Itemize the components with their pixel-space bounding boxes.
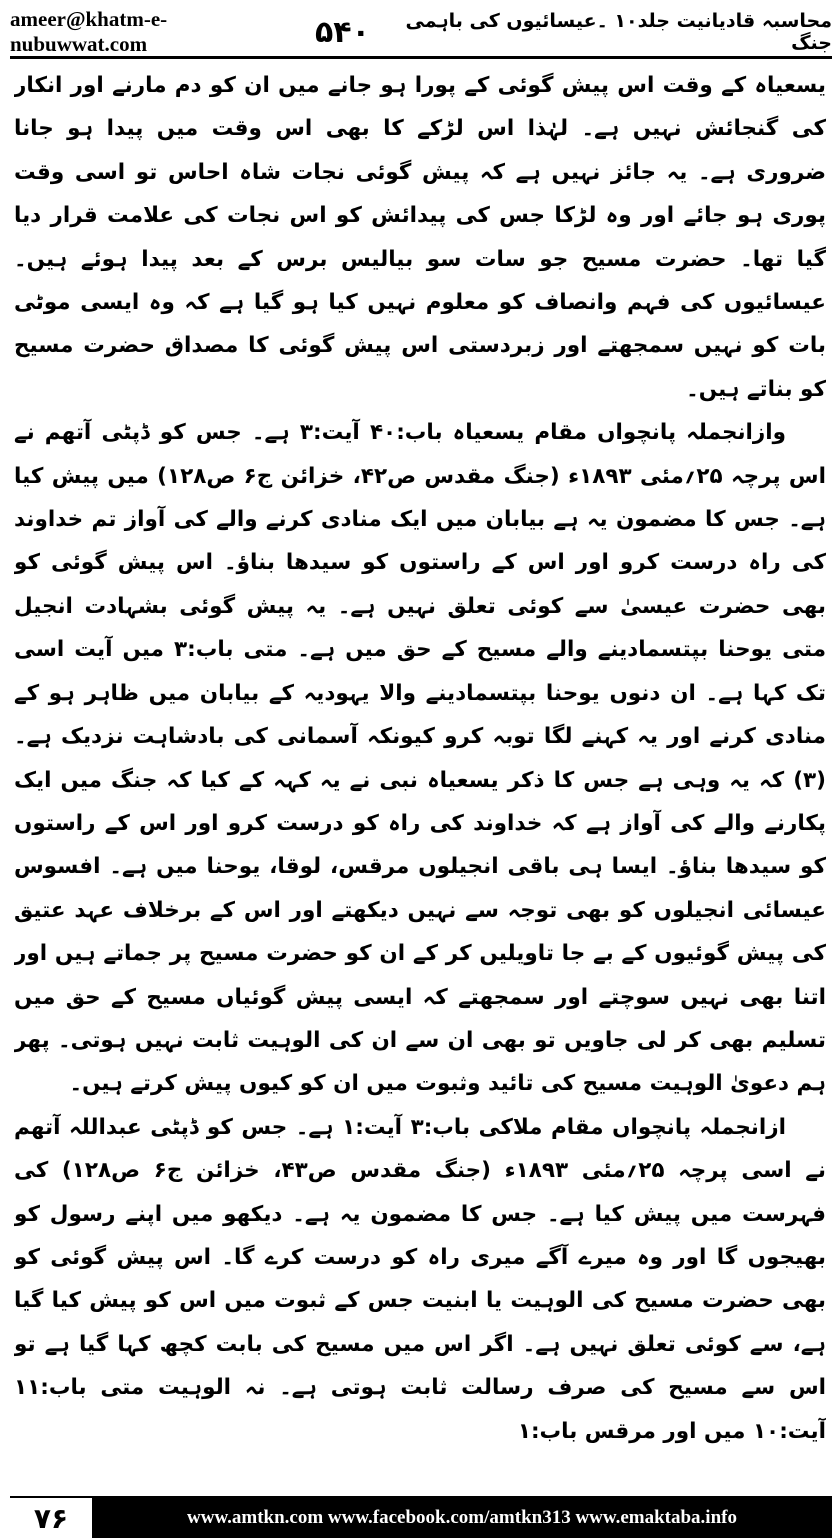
header-page-number: ۵۴۰ — [314, 14, 370, 50]
footer-links[interactable]: www.amtkn.com www.facebook.com/amtkn313 www.emaktaba.info — [92, 1498, 832, 1538]
page-header — [10, 8, 832, 59]
paragraph-3: ازانجملہ پانچواں مقام ملاکی باب:۳ آیت:۱ ہے۔ جس کو ڈپٹی عبداللہ آتھم نے اسی پرچہ ۲۵؍مئی ۱۸۹۳ء (جنگ مقدس ص۴۳، خزائن ج۶ ص۱۲۸) کی فہرست میں پیش کیا ہے۔ جس کا مضمون یہ ہے۔ دیکھو میں اپنے رسول کو بھیجوں گا اور وہ میرے آگے میری راہ کو درست کرے گا۔ اس پیش گوئی کو بھی حضرت مسیح کی الوہیت یا ابنیت جس کے ثبوت میں اس کو پیش کیا گیا ہے، سے کوئی تعلق نہیں ہے۔ اگر اس میں مسیح کی بابت کچھ کہا گیا ہے تو اس سے مسیح کی صرف رسالت ثابت ہوتی ہے۔ نہ الوہیت متی باب:۱۱ آیت:۱۰ میں اور مرقس باب:۱ — [14, 1114, 826, 1444]
footer-folio: ۷۶ — [33, 1501, 69, 1535]
page-body — [14, 64, 826, 1484]
header-email[interactable]: ameer@khatm-e-nubuwwat.com — [10, 7, 168, 56]
header-title: محاسبہ قادیانیت جلد۱۰ ۔عیسائیوں کی باہمی جنگ — [405, 10, 832, 54]
paragraph-1: یسعیاہ کے وقت اس پیش گوئی کے پورا ہو جانے میں ان کو دم مارنے اور انکار کی گنجائش نہیں ہے۔ لہٰذا اس لڑکے کا بھی اس وقت میں پیدا ہو جانا ضروری ہے۔ یہ جائز نہیں ہے کہ پیش گوئی نجات شاہ احاس تو اسی وقت پوری ہو جائے اور وہ لڑکا جس کی پیدائش کو اس نجات کی علامت قرار دیا گیا تھا۔ حضرت مسیح جو سات سو بیالیس برس کے بعد پیدا ہوئے ہیں۔ عیسائیوں کی فہم وانصاف کو معلوم نہیں کیا ہو گیا ہے کہ وہ ایسی موٹی بات کو نہیں سمجھتے اور زبردستی اس پیش گوئی کا مصداق حضرت مسیح کو بناتے ہیں۔ — [14, 73, 826, 402]
page-footer — [10, 1496, 832, 1538]
paragraph-2: وازانجملہ پانچواں مقام یسعیاہ باب:۴۰ آیت:۳ ہے۔ جس کو ڈپٹی آتھم نے اس پرچہ ۲۵؍مئی ۱۸۹۳ء (جنگ مقدس ص۴۲، خزائن ج۶ ص۱۲۸) میں پیش کیا ہے۔ جس کا مضمون یہ ہے بیابان میں ایک منادی کرنے والے کی آواز تم خداوند کی راہ درست کرو اور اس کے راستوں کو سیدھا بناؤ۔ اس پیش گوئی کو بھی حضرت عیسیٰ سے کوئی تعلق نہیں ہے۔ یہ پیش گوئی بشہادت انجیل متی یوحنا بپتسمادینے والے مسیح کے حق میں ہے۔ متی باب:۳ میں آیت اسی تک کہا ہے۔ ان دنوں یوحنا بپتسمادینے والا یہودیہ کے بیابان میں ظاہر ہو کے منادی کرنے اور یہ کہنے لگا توبہ کرو کیونکہ آسمانی کی بادشاہت نزدیک ہے۔ (۳) کہ یہ وہی ہے جس کا ذکر یسعیاہ نبی نے یہ کہہ کے کیا کہ جنگ میں ایک پکارنے والے کی آواز ہے کہ خداوند کی راہ کو درست کرو اور اس کے راستوں کو سیدھا بناؤ۔ ایسا ہی باقی انجیلوں مرقس، لوقا، یوحنا میں ہے۔ افسوس عیسائی انجیلوں کو بھی توجہ سے نہیں دیکھتے اور اس کے برخلاف عہد عتیق کی پیش گوئیوں کے بے جا تاویلیں کر کے ان کو حضرت مسیح پر جماتے ہیں اور اتنا بھی نہیں سوچتے اور سمجھتے کہ ایسی پیش گوئیاں مسیح کے حق میں تسلیم بھی کر لی جاویں تو بھی ان سے ان کی الوہیت ثابت نہیں ہوتی۔ پھر ہم دعویٰ الوہیت مسیح کی تائید وثبوت میں ان کو کیوں پیش کرتے ہیں۔ — [14, 420, 826, 1097]
header-left — [10, 7, 370, 57]
